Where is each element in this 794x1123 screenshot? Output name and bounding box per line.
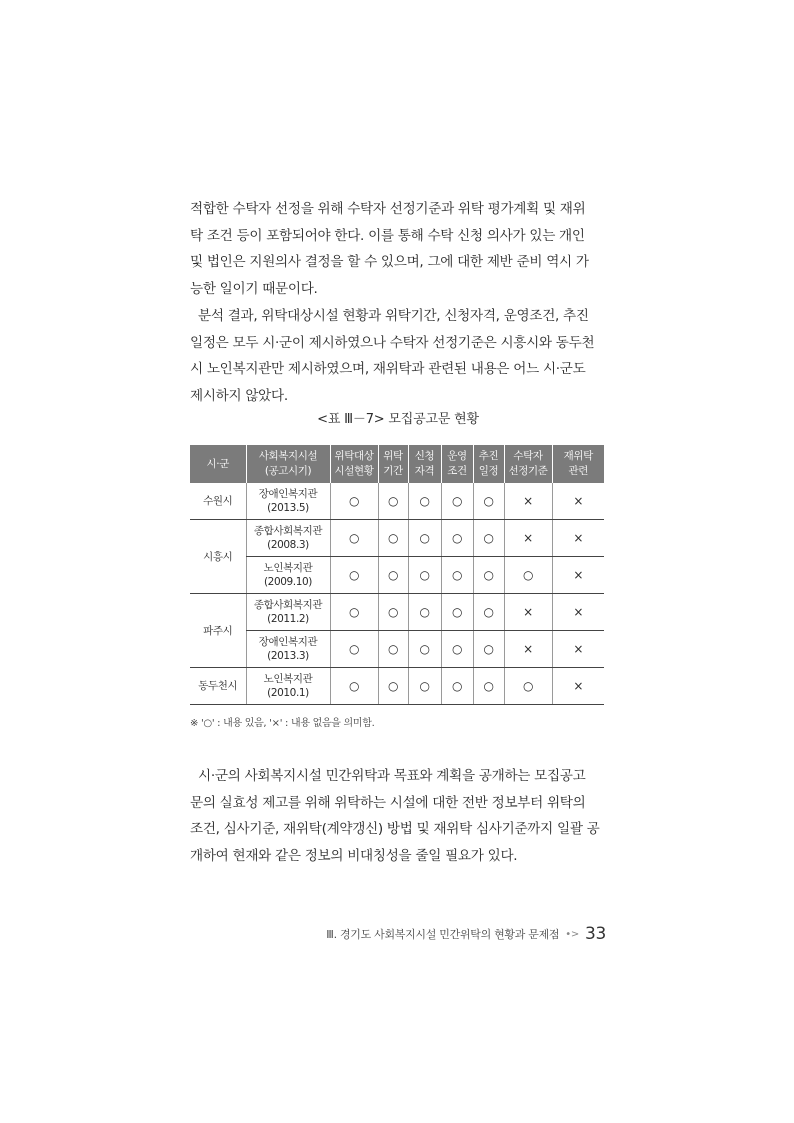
table-row <box>190 631 604 668</box>
mark-cell: ○ <box>408 668 441 705</box>
text-line: 개하여 현재와 같은 정보의 비대칭성을 줄일 필요가 있다. <box>190 848 518 865</box>
text-line: 분석 결과, 위탁대상시설 현황과 위탁기간, 신청자격, 운영조건, 추진 <box>190 307 589 324</box>
header-qualification: 신청 자격 <box>408 445 441 483</box>
header-period: 위탁 기간 <box>378 445 408 483</box>
region-cell: 파주시 <box>190 594 246 668</box>
mark-cell: ○ <box>441 520 473 557</box>
table-row <box>190 557 604 594</box>
mark-cell: ○ <box>473 594 504 631</box>
facility-cell: 종합사회복지관 (2008.3) <box>246 520 330 557</box>
mark-cell: ○ <box>330 557 378 594</box>
mark-cell: ○ <box>408 594 441 631</box>
arrow-icon: •> <box>565 928 579 940</box>
mark-cell: ○ <box>330 594 378 631</box>
page-number: 33 <box>584 924 606 944</box>
mark-cell: ○ <box>473 668 504 705</box>
mark-cell: × <box>552 594 604 631</box>
region-cell: 수원시 <box>190 483 246 520</box>
mark-cell: × <box>504 520 552 557</box>
mark-cell: ○ <box>330 483 378 520</box>
text-line: 문의 실효성 제고를 위해 위탁하는 시설에 대한 전반 정보부터 위탁의 <box>190 794 586 811</box>
page-footer <box>300 924 606 944</box>
table-caption: <표 Ⅲ－7> 모집공고문 현황 <box>317 412 479 427</box>
mark-cell: ○ <box>378 668 408 705</box>
mark-cell: × <box>504 594 552 631</box>
mark-cell: ○ <box>378 483 408 520</box>
mark-cell: ○ <box>473 520 504 557</box>
mark-cell: ○ <box>408 631 441 668</box>
facility-cell: 노인복지관 (2010.1) <box>246 668 330 705</box>
mark-cell: ○ <box>504 557 552 594</box>
mark-cell: ○ <box>473 631 504 668</box>
header-schedule: 추진 일정 <box>473 445 504 483</box>
mark-cell: × <box>552 520 604 557</box>
header-facility: 사회복지시설 (공고시기) <box>246 445 330 483</box>
mark-cell: ○ <box>378 520 408 557</box>
table-row <box>190 668 604 705</box>
mark-cell: ○ <box>441 631 473 668</box>
mark-cell: ○ <box>330 668 378 705</box>
mark-cell: ○ <box>408 557 441 594</box>
text-line: 적합한 수탁자 선정을 위해 수탁자 선정기준과 위탁 평가계획 및 재위 <box>190 201 586 217</box>
facility-cell: 종합사회복지관 (2011.2) <box>246 594 330 631</box>
table-row <box>190 520 604 557</box>
facility-cell: 노인복지관 (2009.10) <box>246 557 330 594</box>
table-note: ※ '○' : 내용 있음, '×' : 내용 없음을 의미함. <box>190 718 375 729</box>
text-line: 조건, 심사기준, 재위탁(계약갱신) 방법 및 재위탁 심사기준까지 일괄 공 <box>190 821 600 838</box>
header-operation: 운영 조건 <box>441 445 473 483</box>
mark-cell: ○ <box>441 594 473 631</box>
mark-cell: ○ <box>408 483 441 520</box>
mark-cell: ○ <box>504 668 552 705</box>
text-line: 시·군의 사회복지시설 민간위탁과 목표와 계획을 공개하는 모집공고 <box>190 768 586 784</box>
mark-cell: × <box>552 668 604 705</box>
table-header-row <box>190 445 604 483</box>
body-paragraph-1 <box>190 196 606 410</box>
mark-cell: × <box>504 631 552 668</box>
chapter-title: Ⅲ. 경기도 사회복지시설 민간위탁의 현황과 문제점 <box>326 928 560 941</box>
mark-cell: ○ <box>378 594 408 631</box>
text-line: 일정은 모두 시·군이 제시하였으나 수탁자 선정기준은 시흥시와 동두천 <box>190 334 595 351</box>
mark-cell: ○ <box>441 557 473 594</box>
text-line: 제시하지 않았다. <box>190 387 288 404</box>
mark-cell: ○ <box>473 483 504 520</box>
mark-cell: × <box>552 631 604 668</box>
mark-cell: ○ <box>378 631 408 668</box>
mark-cell: ○ <box>378 557 408 594</box>
text-line: 능한 일이기 때문이다. <box>190 281 318 298</box>
text-line: 시 노인복지관만 제시하였으며, 재위탁과 관련된 내용은 어느 시·군도 <box>190 361 586 378</box>
text-line: 탁 조건 등이 포함되어야 한다. 이를 통해 수탁 신청 의사가 있는 개인 <box>190 227 585 244</box>
mark-cell: ○ <box>473 557 504 594</box>
mark-cell: ○ <box>441 668 473 705</box>
mark-cell: ○ <box>441 483 473 520</box>
body-paragraph-2 <box>190 763 606 870</box>
header-criteria: 수탁자 선정기준 <box>504 445 552 483</box>
text-line: 및 법인은 지원의사 결정을 할 수 있으며, 그에 대한 제반 준비 역시 가 <box>190 254 589 271</box>
mark-cell: ○ <box>330 631 378 668</box>
header-target: 위탁대상 시설현황 <box>330 445 378 483</box>
mark-cell: × <box>504 483 552 520</box>
facility-cell: 장애인복지관 (2013.5) <box>246 483 330 520</box>
table-row <box>190 594 604 631</box>
table-row <box>190 483 604 520</box>
mark-cell: ○ <box>408 520 441 557</box>
mark-cell: × <box>552 557 604 594</box>
region-cell: 동두천시 <box>190 668 246 705</box>
header-reentrust: 재위탁 관련 <box>552 445 604 483</box>
header-region: 시·군 <box>190 445 246 483</box>
mark-cell: × <box>552 483 604 520</box>
recruitment-notice-table <box>190 445 604 705</box>
mark-cell: ○ <box>330 520 378 557</box>
region-cell: 시흥시 <box>190 520 246 594</box>
facility-cell: 장애인복지관 (2013.3) <box>246 631 330 668</box>
